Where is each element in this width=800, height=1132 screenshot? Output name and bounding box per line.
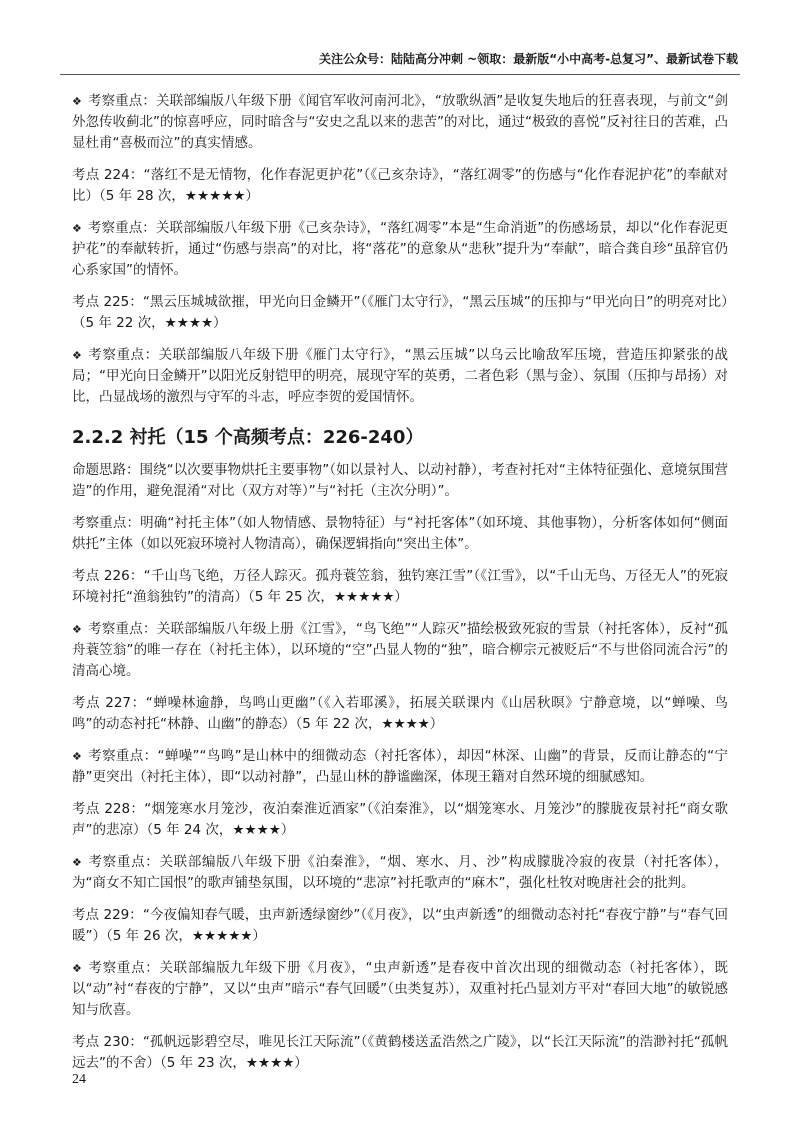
- test-point-227: 考点 227：“蝉噪林逾静，鸟鸣山更幽”（《入若耶溪》，拓展关联课内《山居秋暝》宁静意境，以“蝉噪、鸟鸣”的动态衬托“林静、山幽”的静态）（5 年 22 次，★★★★）: [72, 695, 728, 732]
- key-point-224: ❖ 考察重点：关联部编版八年级下册《己亥杂诗》，“落红凋零”本是“生命消逝”的伤感场景，却以“化作春泥更护花”的奉献转折，通过“伤感与崇高”的对比，将“落花”的意象从“悲秋”提升为“奉献”，暗合龚自珍“虽辞官仍心系家国”的情怀。: [72, 218, 728, 281]
- key-point-223: ❖ 考察重点：关联部编版八年级下册《闻官军收河南河北》，“放歌纵酒”是收复失地后的狂喜表现，与前文“剑外忽传收蓟北”的惊喜呼应，同时暗含与“安史之乱以来的悲苦”的对比，通过“极致的喜悦”反衬往日的苦难，凸显杜甫“喜极而泣”的真实情感。: [72, 91, 728, 154]
- test-point-229: 考点 229：“今夜偏知春气暖，虫声新透绿窗纱”（《月夜》，以“虫声新透”的细微动态衬托“春夜宁静”与“春气回暖”）（5 年 26 次，★★★★★）: [72, 907, 728, 944]
- page-header: 关注公众号：陆陆高分冲刺 ~领取：最新版“小中高考-总复习”、最新试卷下载: [319, 52, 738, 66]
- test-point-226: 考点 226：“千山鸟飞绝，万径人踪灭。孤舟蓑笠翁，独钓寒江雪”（《江雪》，以“千山无鸟、万径无人”的死寂环境衬托“渔翁独钓”的清高）（5 年 25 次，★★★★★）: [72, 568, 728, 605]
- key-point-225: ❖ 考察重点：关联部编版八年级下册《雁门太守行》，“黑云压城”以乌云比喻敌军压境，营造压抑紧张的战局；“甲光向日金鳞开”以阳光反射铠甲的明亮，展现守军的英勇，二者色彩（黑与金）、氛围（压抑与昂扬）对比，凸显战场的激烈与守军的斗志，呼应李贺的爱国情怀。: [72, 345, 728, 408]
- test-point-228: 考点 228：“烟笼寒水月笼沙，夜泊秦淮近酒家”（《泊秦淮》，以“烟笼寒水、月笼沙”的朦胧夜景衬托“商女歌声”的悲凉）（5 年 24 次，★★★★）: [72, 801, 728, 838]
- page-content: [72, 91, 728, 1085]
- test-point-224: 考点 224：“落红不是无情物，化作春泥更护花”（《己亥杂诗》，“落红凋零”的伤感与“化作春泥护花”的奉献对比）（5 年 28 次，★★★★★）: [72, 167, 728, 204]
- section-key-point: 考察重点：明确“衬托主体”（如人物情感、景物特征）与“衬托客体”（如环境、其他事物），分析客体如何“侧面烘托”主体（如以死寂环境衬人物清高），确保逻辑指向“突出主体”。: [72, 515, 728, 552]
- header-divider: [60, 74, 740, 75]
- section-heading: 2.2.2 衬托（15 个高频考点：226-240）: [72, 427, 424, 448]
- key-point-226: ❖ 考察重点：关联部编版八年级上册《江雪》，“鸟飞绝”“人踪灭”描绘极致死寂的雪景（衬托客体），反衬“孤舟蓑笠翁”的唯一存在（衬托主体），以环境的“空”凸显人物的“独”，暗合柳宗元被贬后“不与世俗同流合污”的清高心境。: [72, 619, 728, 682]
- key-point-228: ❖ 考察重点：关联部编版八年级下册《泊秦淮》，“烟、寒水、月、沙”构成朦胧冷寂的夜景（衬托客体），为“商女不知亡国恨”的歌声铺垫氛围，以环境的“悲凉”衬托歌声的“麻木”，强化杜牧对晚唐社会的批判。: [72, 852, 728, 894]
- test-point-225: 考点 225：“黑云压城城欲摧，甲光向日金鳞开”（《雁门太守行》，“黑云压城”的压抑与“甲光向日”的明亮对比）（5 年 22 次，★★★★）: [72, 294, 728, 331]
- page-number: 24: [72, 1072, 86, 1087]
- proposition-idea: 命题思路：围绕“以次要事物烘托主要事物”（如以景衬人、以动衬静），考查衬托对“主体特征强化、意境氛围营造”的作用，避免混淆“对比（双方对等）”与“衬托（主次分明）”。: [72, 462, 728, 499]
- key-point-227: ❖ 考察重点：“蝉噪”“鸟鸣”是山林中的细微动态（衬托客体），却因“林深、山幽”的背景，反而让静态的“宁静”更突出（衬托主体），即“以动衬静”，凸显山林的静谧幽深，体现王籍对自然环境的细腻感知。: [72, 746, 728, 788]
- test-point-230: 考点 230：“孤帆远影碧空尽，唯见长江天际流”（《黄鹤楼送孟浩然之广陵》，以“长江天际流”的浩渺衬托“孤帆远去”的不舍）（5 年 23 次，★★★★）: [72, 1034, 728, 1071]
- key-point-229: ❖ 考察重点：关联部编版九年级下册《月夜》，“虫声新透”是春夜中首次出现的细微动态（衬托客体），既以“动”衬“春夜的宁静”，又以“虫声”暗示“春气回暖”（虫类复苏），双重衬托凸显刘方平对“春回大地”的敏锐感知与欣喜。: [72, 958, 728, 1021]
